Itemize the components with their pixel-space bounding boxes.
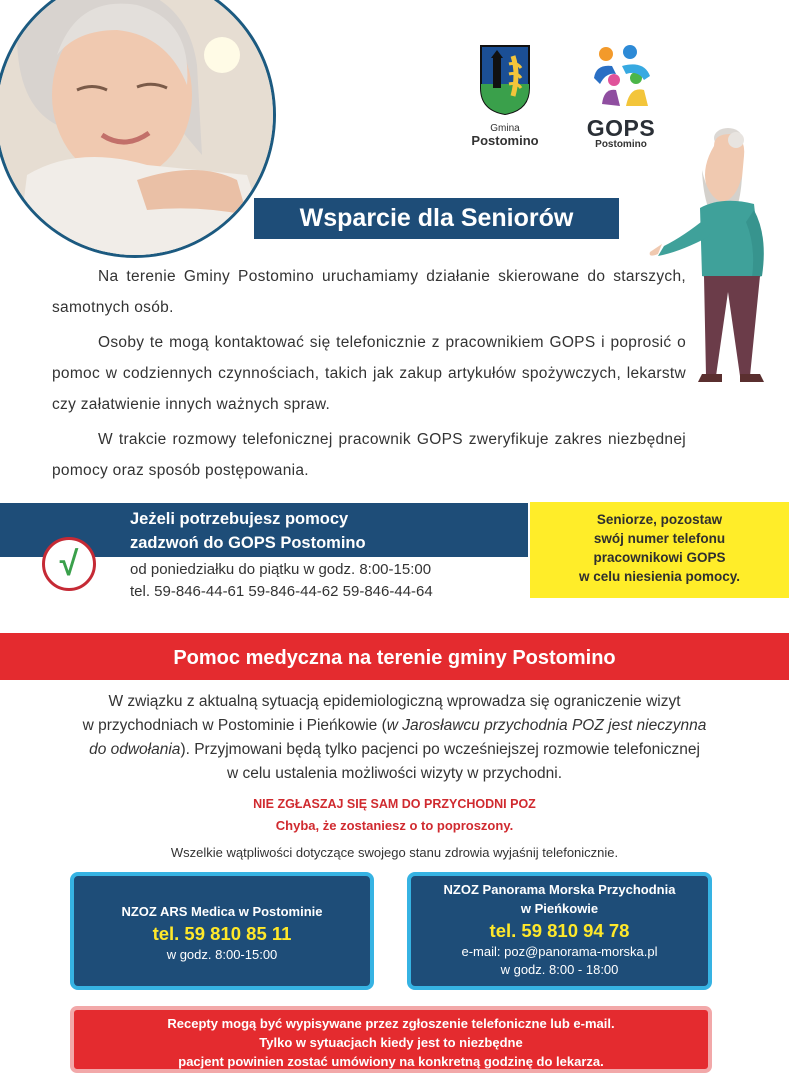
clinic-phone[interactable]: tel. 59 810 85 11 <box>152 923 292 944</box>
checkmark-icon: √ <box>42 537 96 591</box>
clinic-name-line1: NZOZ Panorama Morska Przychodnia <box>443 882 676 897</box>
help-title-line2: zadzwoń do GOPS Postomino <box>130 534 366 552</box>
medical-line-2-italic: w Jarosławcu przychodnia POZ jest nieczynna <box>386 717 707 734</box>
senior-woman-photo <box>0 0 276 258</box>
gops-sublabel: Postomino <box>595 139 647 150</box>
clinic-hours: w godz. 8:00-15:00 <box>166 947 278 962</box>
gmina-logo <box>468 44 542 148</box>
clinic-name-line2: w Pieńkowie <box>520 901 599 916</box>
prescription-line: Tylko w sytuacjach kiedy jest to niezbędne <box>259 1035 523 1050</box>
warning-headline: NIE ZGŁASZAJ SIĘ SAM DO PRZYCHODNI POZ <box>253 797 536 811</box>
page-title: Wsparcie dla Seniorów <box>254 198 619 239</box>
notice-line: Seniorze, pozostaw <box>596 512 723 527</box>
gmina-coat-of-arms-icon <box>479 44 531 116</box>
clinic-email[interactable]: e-mail: poz@panorama-morska.pl <box>461 944 658 959</box>
prescription-line: pacjent powinien zostać umówiony na konkretną godzinę do lekarza. <box>178 1054 604 1069</box>
doubts-note: Wszelkie wątpliwości dotyczące swojego stanu zdrowia wyjaśnij telefonicznie. <box>170 845 619 860</box>
intro-text <box>52 261 686 486</box>
medical-line-3 <box>40 738 749 762</box>
medical-line-2-start: w przychodniach w Postominie i Pieńkowie ( <box>82 717 387 734</box>
notice-line: pracownikowi GOPS <box>593 550 726 565</box>
prescription-line: Recepty mogą być wypisywane przez zgłoszenie telefoniczne lub e-mail. <box>167 1016 615 1031</box>
warning-subline: Chyba, że zostaniesz o to poproszony. <box>275 818 514 833</box>
notice-line: swój numer telefonu <box>593 531 726 546</box>
medical-line-3-rest: ). Przyjmowani będą tylko pacjenci po wcześniejszej rozmowie telefonicznej <box>180 741 700 758</box>
senior-notice-box <box>530 502 789 598</box>
gops-figures-icon <box>586 44 656 112</box>
medical-line-3-italic: do odwołania <box>89 741 181 758</box>
help-hours: od poniedziałku do piątku w godz. 8:00-15:00 <box>130 561 432 578</box>
medical-line-2 <box>40 714 749 738</box>
clinic-hours: w godz. 8:00 - 18:00 <box>500 962 619 977</box>
prescription-note <box>70 1006 712 1073</box>
help-phone-numbers[interactable]: tel. 59-846-44-61 59-846-44-62 59-846-44-64 <box>130 583 433 600</box>
medical-text <box>40 690 749 786</box>
gmina-label-big: Postomino <box>471 133 539 148</box>
clinic-card-pienkowo <box>407 872 712 990</box>
intro-paragraph-1: Na terenie Gminy Postomino uruchamiamy działanie skierowane do starszych, samotnych osób. <box>52 268 686 316</box>
medical-line-4: w celu ustalenia możliwości wizyty w przychodni. <box>226 765 563 782</box>
clinic-name: NZOZ ARS Medica w Postominie <box>121 904 323 919</box>
medical-line-1: W związku z aktualną sytuacją epidemiologiczną wprowadza się ograniczenie wizyt <box>108 693 681 710</box>
notice-line: w celu niesienia pomocy. <box>578 569 741 584</box>
medical-section-title: Pomoc medyczna na terenie gminy Postomino <box>0 633 789 680</box>
intro-paragraph-2: Osoby te mogą kontaktować się telefonicznie z pracownikiem GOPS i poprosić o pomoc w codziennych czynnościach, takich jak zakup artykułów spożywczych, lekarstw czy załatwienie innych ważnych spraw. <box>52 334 686 413</box>
clinic-phone[interactable]: tel. 59 810 94 78 <box>489 920 630 941</box>
help-title-line1: Jeżeli potrzebujesz pomocy <box>130 510 349 528</box>
gops-label: GOPS <box>586 115 656 141</box>
gmina-label-small: Gmina <box>490 123 520 134</box>
intro-paragraph-3: W trakcie rozmowy telefonicznej pracownik GOPS zweryfikuje zakres niezbędnej pomocy oraz sposób postępowania. <box>52 431 686 479</box>
clinic-card-postomino <box>70 872 374 990</box>
